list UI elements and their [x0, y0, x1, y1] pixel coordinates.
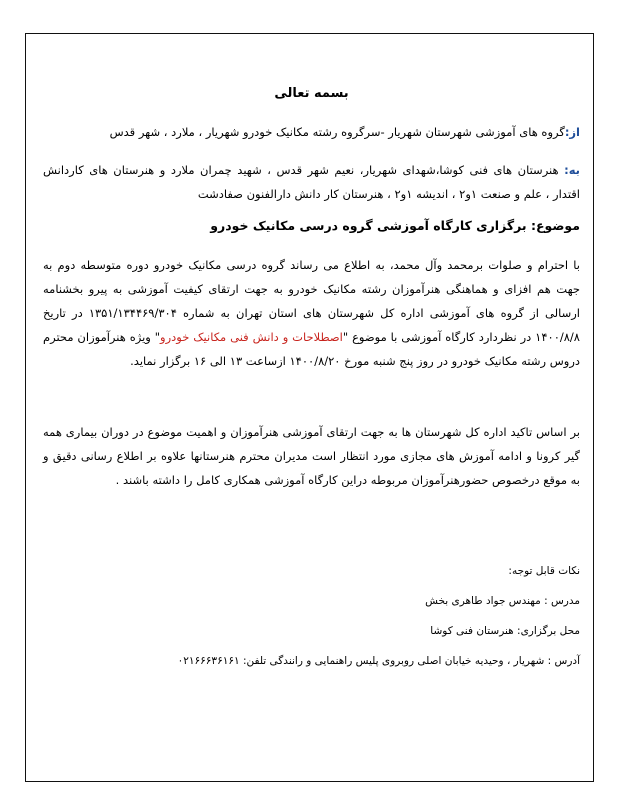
- body1-text-b: " ویژه هنرآموزان محترم دروس رشته مکانیک خودرو در روز پنج شنبه مورخ ۱۴۰۰/۸/۲۰ ازساعت ۱۳ الی ۱۶ برگزار نماید.: [43, 330, 580, 368]
- from-text: گروه های آموزشی شهرستان شهریار -سرگروه رشته مکانیک خودرو شهریار ، ملارد ، شهر قدس: [109, 125, 565, 139]
- body-paragraph-2: بر اساس تاکید اداره کل شهرستان ها به جهت ارتقای آموزشی هنرآموزان و اهمیت موضوع در دوران بیماری همه گیر کرونا و ادامه آموزش های مجازی مورد انتظار است مدیران محترم هنرستانها علاوه بر اطلاع رسانی دقیق و به موقع درخصوص حضورهنرآموزان مربوطه دراین کارگاه آموزشی همکاری کامل را داشته باشند .: [43, 425, 580, 487]
- body-paragraph-1: [43, 253, 580, 373]
- subject-line: موضوع: برگزاری کارگاه آموزشی گروه درسی مکانیک خودرو: [210, 218, 580, 233]
- from-line: [43, 120, 580, 144]
- page-heading: بسمه تعالی: [274, 86, 349, 101]
- to-block: [43, 158, 580, 206]
- body1-text-a: با احترام و صلوات برمحمد وآل محمد، به اطلاع می رساند گروه درسی مکانیک خودرو دوره متوسطه دوم به جهت هم افزای و هماهنگی هنرآموزان رشته مکانیک خودرو به جهت ارتقای کیفیت آموزشی به پیرو بخشنامه ارسالی از گروه های آموزشی اداره کل شهرستان های استان تهران به شماره ۱۳۵۱/۱۳۴۴۶۹/۳۰۴ در تاریخ ۱۴۰۰/۸/۸ در نظردارد کارگاه آموزشی با موضوع ": [43, 258, 581, 344]
- notes-title: نکات قابل توجه:: [508, 565, 580, 577]
- to-text: هنرستان های فنی کوشا،شهدای شهریار، نعیم شهر قدس ، شهید چمران ملارد و هنرستان های کاردانش اقتدار ، علم و صنعت ۱و۲ ، اندیشه ۱و۲ ، هنرستان کار دانش دارالفنون صفادشت: [43, 163, 580, 201]
- workshop-topic: اصطلاحات و دانش فنی مکانیک خودرو: [160, 330, 343, 344]
- notes-teacher: مدرس : مهندس جواد طاهری بخش: [425, 595, 580, 607]
- to-label: به:: [564, 163, 580, 177]
- notes-address: آدرس : شهریار ، وحیدیه خیابان اصلی روبروی پلیس راهنمایی و رانندگی تلفن: ۰۲۱۶۶۶۳۶۱۶۱: [177, 655, 580, 667]
- notes-section: [43, 556, 580, 676]
- from-label: از:: [564, 125, 580, 139]
- notes-venue: محل برگزاری: هنرستان فنی کوشا: [430, 625, 580, 637]
